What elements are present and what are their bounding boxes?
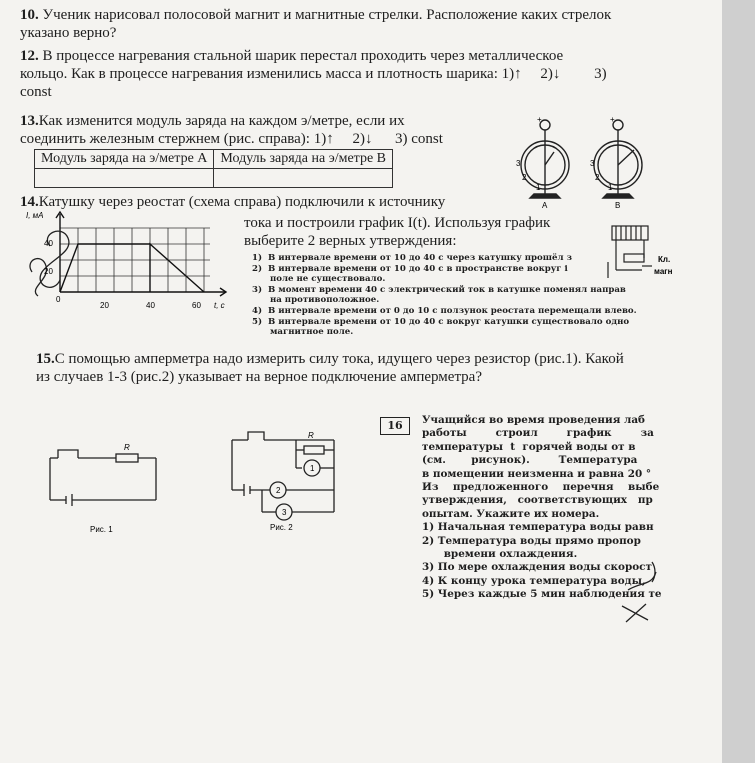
q14-option-1: 1) В интервале времени от 10 до 40 с через катушку прошёл з: [252, 253, 572, 263]
q16-option-2: 2) Температура воды прямо пропор: [422, 534, 641, 547]
question-12-line-3: const: [20, 84, 52, 100]
fig2-ammeter-2[interactable]: 2: [276, 486, 281, 495]
q16-line-2: работы строил график за: [422, 427, 654, 440]
fig2-ammeter-1[interactable]: 1: [310, 464, 315, 473]
graph-y-label: I, мА: [26, 211, 44, 220]
graph-x-tick-0: 0: [56, 295, 61, 304]
charge-table-cell-a[interactable]: [35, 169, 214, 188]
electrometer-a-label-3: 3: [516, 159, 521, 168]
q16-line-4: (см. рисунок). Температура: [422, 454, 638, 467]
charge-table: [34, 149, 393, 188]
fig2-ammeter-3[interactable]: 3: [282, 508, 287, 517]
desk-background: [722, 0, 755, 763]
question-15-line-2: из случаев 1-3 (рис.2) указывает на верное подключение амперметра?: [36, 369, 483, 385]
graph-y-tick-40: 40: [44, 239, 53, 248]
question-14-line-1-text: Катушку через реостат (схема справа) подключили к источнику: [38, 194, 446, 210]
electrometer-a-plus: +: [537, 115, 542, 124]
question-16: [422, 414, 722, 602]
electrometer-b-label-1: 1: [608, 183, 613, 192]
q16-line-8: опытам. Укажите их номера.: [422, 507, 600, 520]
q16-option-5: 5) Через каждые 5 мин наблюдения те: [422, 588, 662, 601]
charge-table-header-a: Модуль заряда на э/метре А: [35, 150, 214, 169]
electrometer-b-label-2: 2: [595, 173, 600, 182]
electrometer-a-label-1: 1: [536, 183, 541, 192]
electrometer-b-caption: В: [615, 201, 621, 210]
fig2-resistor-label: R: [308, 431, 314, 440]
graph-x-label: t, c: [214, 301, 225, 310]
q16-line-1: Учащийся во время проведения лаб: [422, 414, 645, 426]
q16-option-2-cont: времени охлаждения.: [422, 548, 578, 561]
question-12-line-1: В процессе нагревания стальной шарик перестал проходить через металлическое: [42, 48, 564, 64]
question-10-text: Ученик нарисовал полосовой магнит и магнитные стрелки. Расположение каких стрелок: [42, 7, 612, 23]
q16-line-3: температуры t горячей воды от в: [422, 440, 636, 453]
scheme-key-label: Кл.: [658, 255, 671, 264]
circuit-figure-1: [40, 440, 170, 540]
question-10-text-2: указано верно?: [20, 25, 117, 41]
question-12-number: 12.: [20, 48, 39, 64]
question-14-line-2: тока и построили график I(t). Используя график: [244, 215, 551, 231]
graph-x-tick-60: 60: [192, 301, 201, 310]
q16-line-5: в помещении неизменна и равна 20 °: [422, 467, 652, 480]
current-time-graph: [20, 208, 242, 318]
fig1-caption: Рис. 1: [90, 525, 113, 534]
electrometer-b-label-3: 3: [590, 159, 595, 168]
question-15-line-1: С помощью амперметра надо измерить силу тока, идущего через резистор (рис.1). Какой: [54, 351, 624, 367]
electrometer-a-caption: А: [542, 201, 548, 210]
question-12: [20, 47, 720, 101]
question-14-line-3: выберите 2 верных утверждения:: [244, 233, 457, 249]
question-13-line-2: соединить железным стержнем (рис. справа): 1)↑ 2)↓ 3) const: [20, 131, 443, 147]
q16-line-6: Из предложенного перечня выбе: [422, 481, 660, 494]
q14-option-2-cont: поле не существовало.: [252, 274, 386, 285]
pen-scribble-q16: [600, 560, 670, 630]
q16-option-4: 4) К концу урока температура воды,: [422, 574, 646, 587]
question-13-line-1: Как изменится модуль заряда на каждом э/метре, если их: [38, 113, 405, 129]
graph-y-tick-20: 20: [44, 267, 53, 276]
question-13: [20, 112, 540, 148]
question-14-number: 14.: [20, 194, 39, 210]
question-16-number: 16: [380, 417, 410, 435]
electrometer-a-label-2: 2: [522, 173, 527, 182]
fig2-caption: Рис. 2: [270, 523, 293, 532]
q16-line-7: утверждения, соответствующих пр: [422, 494, 653, 507]
charge-table-cell-b[interactable]: [214, 169, 393, 188]
q14-option-5: 5) В интервале времени от 10 до 40 с вокруг катушки существовало одно: [252, 316, 630, 327]
question-14-options: [252, 253, 637, 338]
graph-x-tick-20: 20: [100, 301, 109, 310]
q14-option-3: 3) В момент времени 40 с электрический ток в катушке поменял направ: [252, 284, 626, 295]
q14-option-5-cont: магнитное поле.: [252, 327, 354, 338]
question-15-number: 15.: [36, 351, 55, 367]
q14-option-3-cont: на противоположное.: [252, 295, 380, 306]
question-13-number: 13.: [20, 113, 39, 129]
electrometer-b-plus: +: [610, 115, 615, 124]
scheme-magnet-label: магн: [654, 267, 673, 276]
question-10: [20, 6, 720, 42]
coil-scheme: [606, 218, 722, 280]
charge-table-header-b: Модуль заряда на э/метре В: [214, 150, 393, 169]
graph-x-tick-40: 40: [146, 301, 155, 310]
question-10-number: 10.: [20, 7, 39, 23]
q14-option-4: 4) В интервале времени от 0 до 10 с ползунок реостата перемещали влево.: [252, 305, 637, 316]
question-12-line-2: кольцо. Как в процессе нагревания изменились масса и плотность шарика: 1)↑ 2)↓ 3): [20, 66, 607, 82]
q14-option-2: 2) В интервале времени от 10 до 40 с в пространстве вокруг і: [252, 263, 568, 274]
question-15: [36, 350, 726, 386]
fig1-resistor-label: R: [124, 443, 130, 452]
circuit-figure-2: [222, 424, 352, 534]
q16-option-1: 1) Начальная температура воды равн: [422, 521, 654, 534]
q16-option-3: 3) По мере охлаждения воды скорост: [422, 561, 652, 574]
